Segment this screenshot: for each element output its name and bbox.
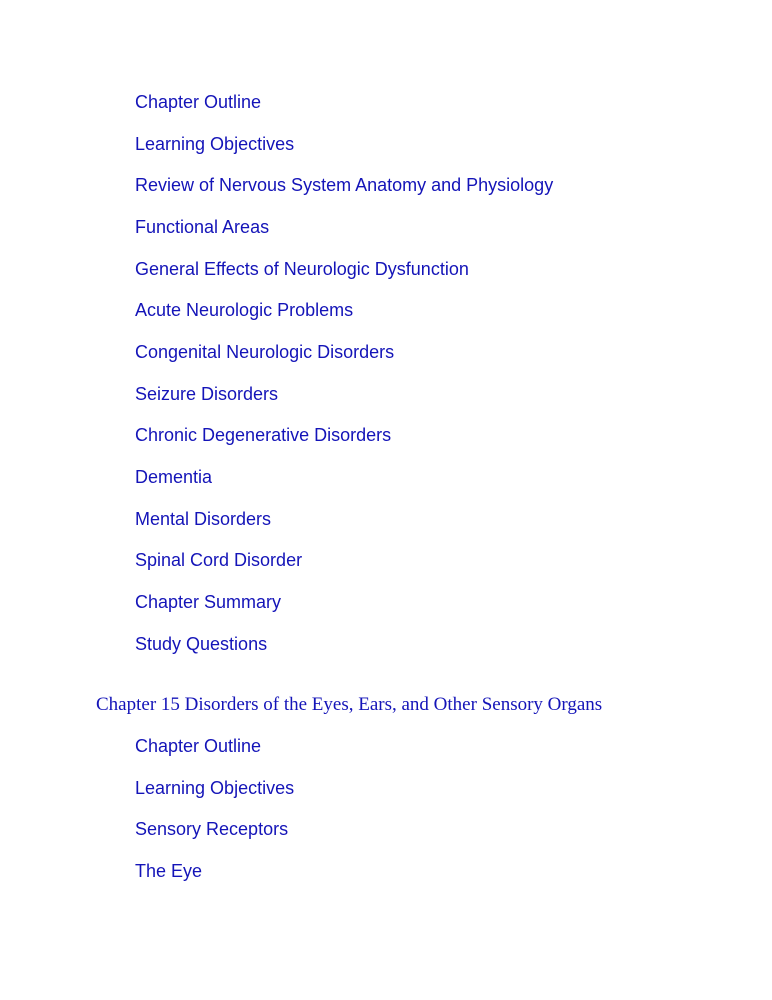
toc-link-study-questions[interactable]: Study Questions bbox=[135, 634, 268, 654]
toc-chapter-15-heading[interactable]: Chapter 15 Disorders of the Eyes, Ears, and Other Sensory Organs bbox=[96, 694, 603, 715]
toc-link-dementia[interactable]: Dementia bbox=[135, 467, 213, 487]
toc-link-seizure-disorders[interactable]: Seizure Disorders bbox=[135, 384, 279, 404]
toc-link-ch15-chapter-outline[interactable]: Chapter Outline bbox=[135, 736, 262, 756]
toc-link-chapter-summary[interactable]: Chapter Summary bbox=[135, 592, 282, 612]
toc-link-general-effects[interactable]: General Effects of Neurologic Dysfunction bbox=[135, 259, 469, 279]
toc-link-chronic-degenerative-disorders[interactable]: Chronic Degenerative Disorders bbox=[135, 425, 392, 445]
toc-link-spinal-cord-disorder[interactable]: Spinal Cord Disorder bbox=[135, 550, 303, 570]
toc-link-functional-areas[interactable]: Functional Areas bbox=[135, 217, 270, 237]
toc-link-review-nervous-system[interactable]: Review of Nervous System Anatomy and Physiology bbox=[135, 175, 554, 195]
toc-link-ch15-learning-objectives[interactable]: Learning Objectives bbox=[135, 778, 295, 798]
toc-link-acute-neurologic-problems[interactable]: Acute Neurologic Problems bbox=[135, 300, 354, 320]
toc-link-congenital-neurologic-disorders[interactable]: Congenital Neurologic Disorders bbox=[135, 342, 395, 362]
toc-link-ch15-sensory-receptors[interactable]: Sensory Receptors bbox=[135, 819, 289, 839]
toc-link-learning-objectives[interactable]: Learning Objectives bbox=[135, 134, 295, 154]
toc-link-chapter-outline[interactable]: Chapter Outline bbox=[135, 92, 262, 112]
toc-link-ch15-the-eye[interactable]: The Eye bbox=[135, 861, 203, 881]
toc-link-mental-disorders[interactable]: Mental Disorders bbox=[135, 509, 272, 529]
